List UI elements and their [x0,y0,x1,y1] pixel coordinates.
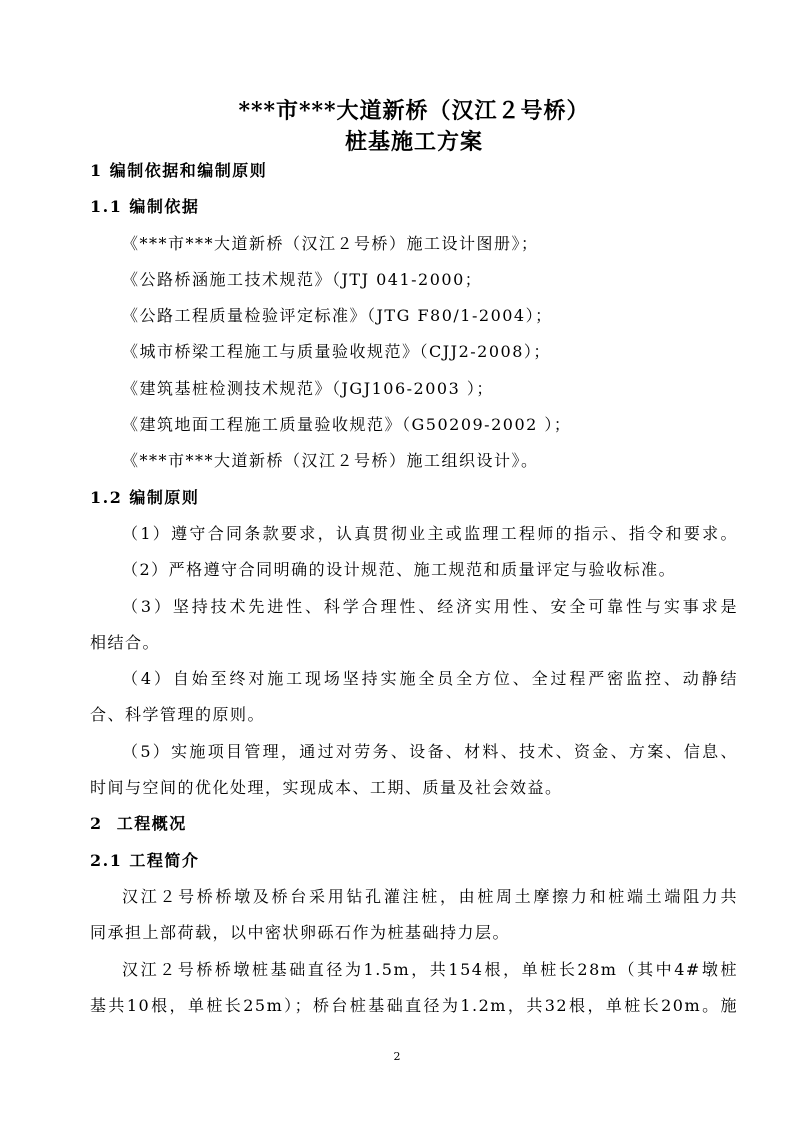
principle-line: 相结合。 [90,632,161,652]
principle-line: （5）实施项目管理，通过对劳务、设备、材料、技术、资金、方案、信息、 [122,741,738,761]
title-line-1: ***市***大道新桥（汉江２号桥） [238,98,590,124]
principle-line: 合、科学管理的原则。 [90,705,266,725]
section-1-1-heading: 1.1 编制依据 [90,197,200,217]
principle-line: （4）自始至终对施工现场坚持实施全员全方位、全过程严密监控、动静结 [122,669,738,689]
basis-item: 《公路工程质量检验评定标准》（JTG F80/1-2004）； [122,306,553,326]
basis-item: 《建筑地面工程施工质量验收规范》（G50209-2002 ）； [122,415,572,435]
section-2-heading: 2 工程概况 [90,814,187,834]
principle-line: （1）遵守合同条款要求，认真贯彻业主或监理工程师的指示、指令和要求。 [122,523,738,543]
section-1-heading: 1 编制依据和编制原则 [90,161,268,180]
basis-item: 《城市桥梁工程施工与质量验收规范》（CJJ2-2008）； [122,342,551,362]
basis-item: 《公路桥涵施工技术规范》（JTJ 041-2000； [122,269,483,289]
document-title [90,96,738,158]
principle-line: （2）严格遵守合同明确的设计规范、施工规范和质量评定与验收标准。 [122,560,677,580]
page-number: 2 [393,1050,401,1063]
intro-line: 基共10根，单桩长25m）；桥台桩基础直径为1.2m，共32根，单桩长20m。施 [90,995,738,1015]
principle-line: 时间与空间的优化处理，实现成本、工期、质量及社会效益。 [90,778,563,798]
basis-item: 《***市***大道新桥（汉江２号桥）施工组织设计》。 [122,451,539,471]
intro-line: 同承担上部荷载，以中密状卵砾石作为桩基础持力层。 [90,923,511,943]
section-2-1-heading: 2.1 工程简介 [90,850,200,870]
basis-item: 《建筑基桩检测技术规范》（JGJ106-2003 ）； [122,378,494,398]
basis-item: 《***市***大道新桥（汉江２号桥）施工设计图册》； [122,233,539,253]
section-1-2-heading: 1.2 编制原则 [90,487,200,507]
intro-line: 汉江２号桥桥墩桩基础直径为1.5m，共154根，单桩长28m（其中4#墩桩 [122,959,738,979]
intro-line: 汉江２号桥桥墩及桥台采用钻孔灌注桩，由桩周土摩擦力和桩端土端阻力共 [122,886,738,906]
title-line-2: 桩基施工方案 [344,129,483,155]
principle-line: （3）坚持技术先进性、科学合理性、经济实用性、安全可靠性与实事求是 [122,596,738,616]
document-body [90,153,738,1024]
